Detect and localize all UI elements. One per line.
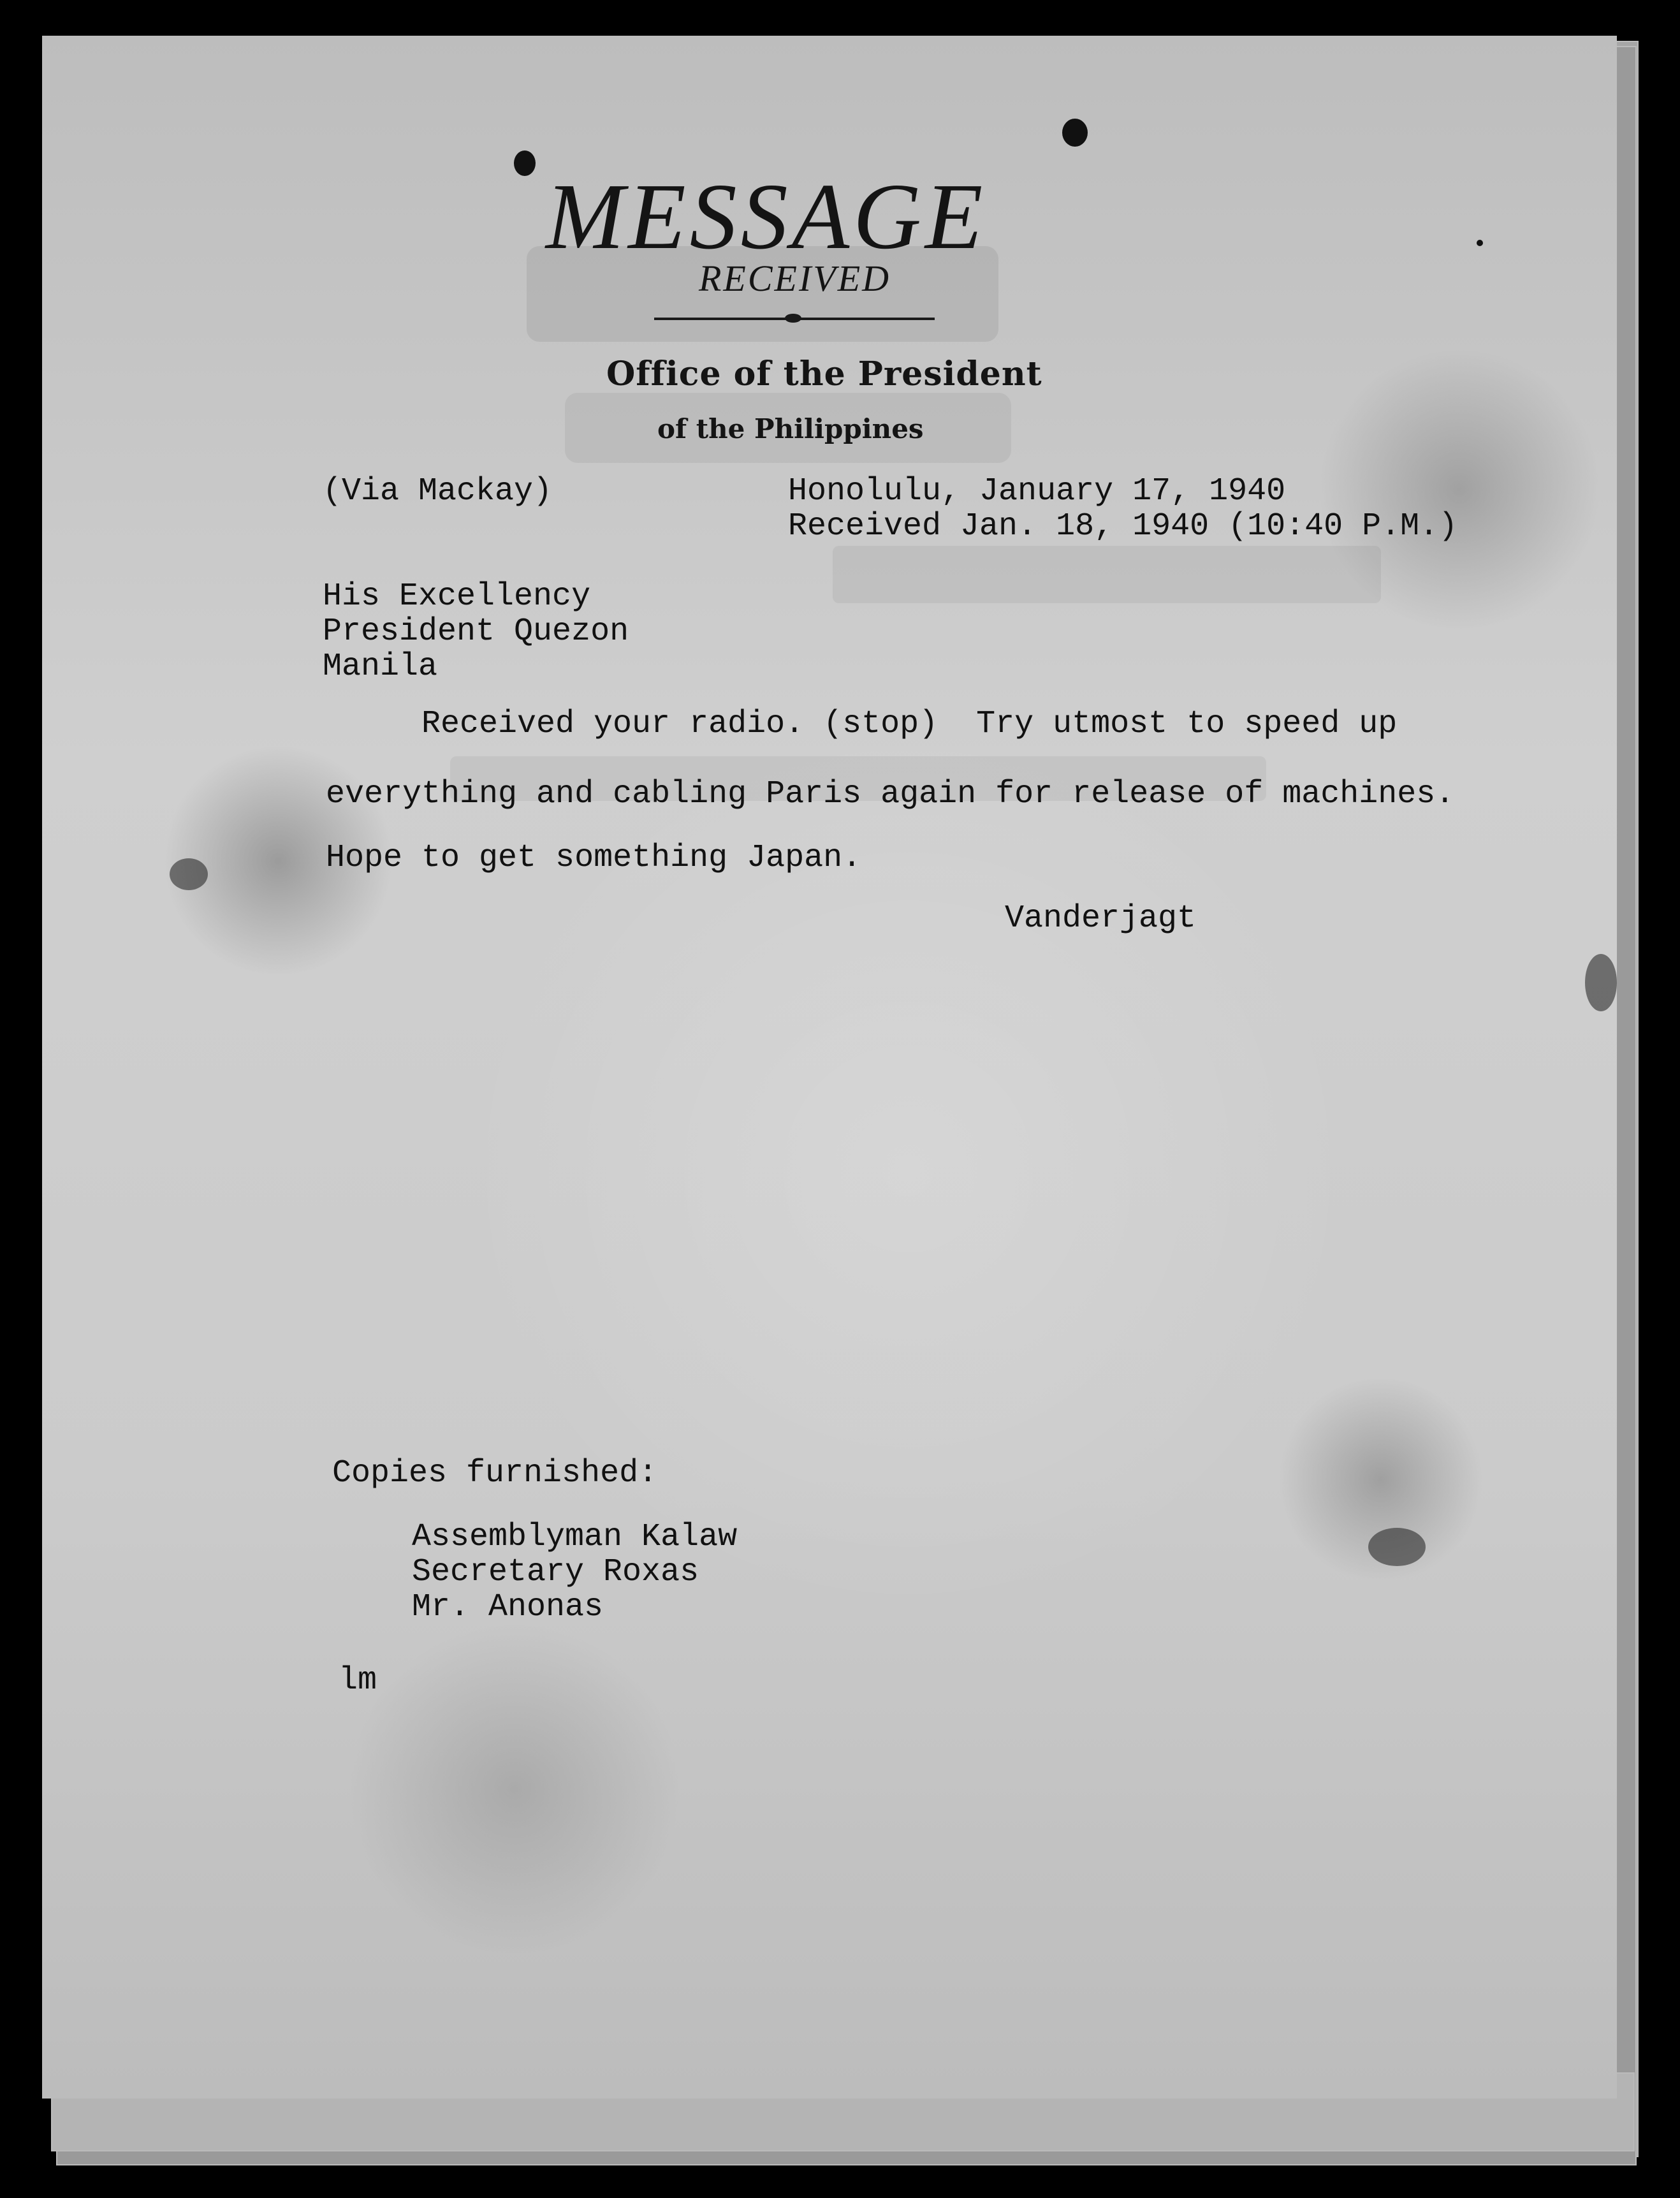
typist-initials: lm (339, 1662, 377, 1699)
stain (1585, 954, 1617, 1011)
punch-hole (1062, 119, 1088, 147)
letterhead-office-line-1: Office of the President (606, 355, 1042, 393)
copies-recipient: Assemblyman Kalaw (412, 1519, 738, 1555)
addressee-line-1: His Excellency (323, 578, 591, 615)
copies-recipient: Mr. Anonas (412, 1589, 604, 1625)
copies-recipient: Secretary Roxas (412, 1554, 699, 1590)
body-line-2: everything and cabling Paris again for release of machines. (326, 776, 1455, 812)
signature: Vanderjagt (1005, 900, 1197, 937)
letterhead-rule (654, 318, 935, 320)
letterhead-title: MESSAGE (546, 165, 987, 269)
via-line: (Via Mackay) (323, 473, 553, 509)
stain (1368, 1528, 1426, 1566)
stain (170, 858, 208, 890)
body-line-3: Hope to get something Japan. (326, 840, 862, 876)
letterhead-subtitle: RECEIVED (699, 258, 891, 299)
received-line: Received Jan. 18, 1940 (10:40 P.M.) (788, 508, 1458, 545)
message-page (42, 36, 1617, 2099)
bleed-through-mark (833, 546, 1381, 603)
body-line-1: Received your radio. (stop) Try utmost to speed up (421, 706, 1398, 742)
addressee-line-3: Manila (323, 648, 438, 685)
punch-hole (514, 150, 536, 176)
origin-date-line: Honolulu, January 17, 1940 (788, 473, 1286, 509)
addressee-line-2: President Quezon (323, 613, 629, 650)
letterhead-office-line-2: of the Philippines (657, 413, 924, 444)
rule-ornament (785, 314, 801, 323)
copies-heading: Copies furnished: (332, 1455, 658, 1491)
ink-speck (1477, 240, 1483, 246)
